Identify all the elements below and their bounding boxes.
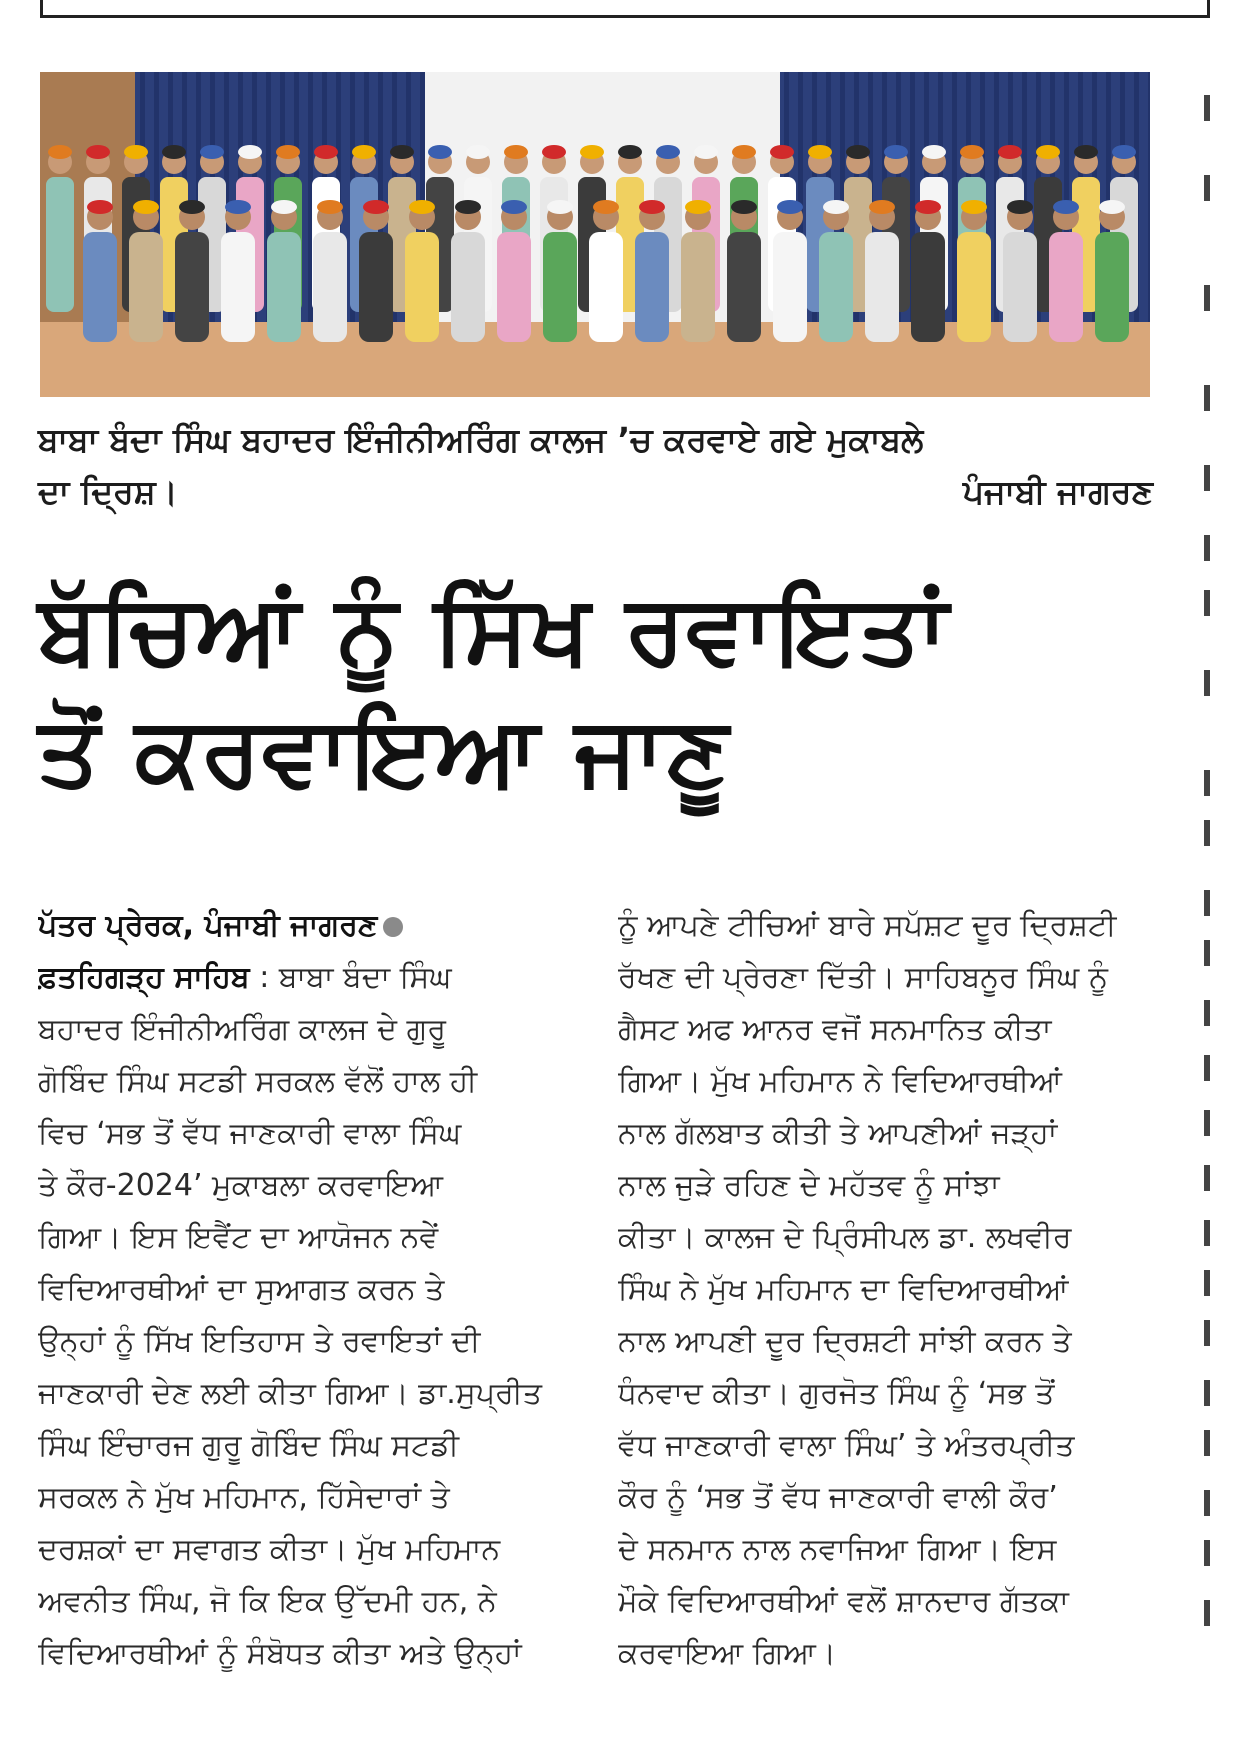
person-figure [359,200,393,342]
person-figure [589,200,623,342]
person-figure [1049,200,1083,342]
left-column-body [38,1004,573,1680]
cutoff-text-mark [1204,1165,1210,1191]
previous-article-border [40,0,1210,18]
person-figure [1003,200,1037,342]
article-text-line: ਗਿਆ। ਇਸ ਇਵੈਂਟ ਦਾ ਆਯੋਜਨ ਨਵੇਂ [38,1220,439,1255]
cutoff-text-mark [1204,1540,1210,1566]
person-figure [451,200,485,342]
article-text-line: ਤੇ ਕੌਰ-2024’ ਮੁਕਾਬਲਾ ਕਰਵਾਇਆ [38,1168,444,1203]
photo-caption [38,414,1153,518]
cutoff-text-mark [1204,890,1210,916]
person-figure [543,200,577,342]
article-text-line: ਧੰਨਵਾਦ ਕੀਤਾ। ਗੁਰਜੋਤ ਸਿੰਘ ਨੂੰ ‘ਸਭ ਤੋਂ [618,1376,1055,1411]
person-figure [911,200,945,342]
cutoff-text-mark [1204,1600,1210,1626]
article-text-line: ਵਿਦਿਆਰਥੀਆਂ ਨੂੰ ਸੰਬੋਧਤ ਕੀਤਾ ਅਤੇ ਉਨ੍ਹਾਂ [38,1636,522,1671]
article-text-line: ਕੀਤਾ। ਕਾਲਜ ਦੇ ਪ੍ਰਿੰਸੀਪਲ ਡਾ. ਲਖਵੀਰ [618,1220,1072,1255]
article-text-line: ਮੌਕੇ ਵਿਦਿਆਰਥੀਆਂ ਵਲੋਂ ਸ਼ਾਨਦਾਰ ਗੱਤਕਾ [618,1584,1069,1619]
person-figure [221,200,255,342]
photo-credit: ਪੰਜਾਬੀ ਜਾਗਰਣ [962,472,1153,511]
article-text-line: ਰੱਖਣ ਦੀ ਪ੍ਰੇਰਣਾ ਦਿੱਤੀ। ਸਾਹਿਬਨੂਰ ਸਿੰਘ ਨੂੰ [618,960,1109,995]
article-text-line: ਸਰਕਲ ਨੇ ਮੁੱਖ ਮਹਿਮਾਨ, ਹਿੱਸੇਦਾਰਾਂ ਤੇ [38,1480,450,1515]
cutoff-text-mark [1204,385,1210,411]
person-figure [635,200,669,342]
byline: ਪੱਤਰ ਪ੍ਰੇਰਕ, ਪੰਜਾਬੀ ਜਾਗਰਣ [38,908,378,943]
article-text-line: ਕਰਵਾਇਆ ਗਿਆ। [618,1636,837,1671]
cutoff-text-mark [1204,535,1210,561]
person-figure [129,200,163,342]
article-text-line: ਵੱਧ ਜਾਣਕਾਰੀ ਵਾਲਾ ਸਿੰਘ’ ਤੇ ਅੰਤਰਪ੍ਰੀਤ [618,1428,1075,1463]
byline-line [38,900,573,952]
bullet-dot-icon [383,917,403,937]
person-figure [267,200,301,342]
article-text-line: ਨਾਲ ਗੱਲਬਾਤ ਕੀਤੀ ਤੇ ਆਪਣੀਆਂ ਜੜ੍ਹਾਂ [618,1116,1058,1151]
person-figure [497,200,531,342]
adjacent-column-edge [1200,80,1240,1700]
article-text-line: ਨਾਲ ਆਪਣੀ ਦੂਰ ਦ੍ਰਿਸ਼ਟੀ ਸਾਂਝੀ ਕਰਨ ਤੇ [618,1324,1072,1359]
headline-line-2: ਤੋਂ ਕਰਵਾਇਆ ਜਾਣੂ [38,695,730,807]
cutoff-text-mark [1204,820,1210,846]
cutoff-text-mark [1204,770,1210,796]
article-text-line: ਗਿਆ। ਮੁੱਖ ਮਹਿਮਾਨ ਨੇ ਵਿਦਿਆਰਥੀਆਂ [618,1064,1062,1099]
article-text-line: ਵਿਦਿਆਰਥੀਆਂ ਦਾ ਸੁਆਗਤ ਕਰਨ ਤੇ [38,1272,445,1307]
article-text-line: ਨੂੰ ਆਪਣੇ ਟੀਚਿਆਂ ਬਾਰੇ ਸਪੱਸ਼ਟ ਦੂਰ ਦ੍ਰਿਸ਼ਟੀ [618,908,1117,943]
caption-line-1: ਬਾਬਾ ਬੰਦਾ ਸਿੰਘ ਬਹਾਦਰ ਇੰਜੀਨੀਅਰਿੰਗ ਕਾਲਜ ’ਚ ਕਰਵਾਏ ਗਏ ਮੁਕਾਬਲੇ [38,420,924,459]
article-headline [38,568,1153,812]
article-text-line: ਸਿੰਘ ਨੇ ਮੁੱਖ ਮਹਿਮਾਨ ਦਾ ਵਿਦਿਆਰਥੀਆਂ [618,1272,1069,1307]
cutoff-text-mark [1204,1430,1210,1456]
cutoff-text-mark [1204,465,1210,491]
person-figure [1095,200,1129,342]
caption-line-2: ਦਾ ਦ੍ਰਿਸ਼। [38,472,178,511]
cutoff-text-mark [1204,95,1210,121]
cutoff-text-mark [1204,1490,1210,1516]
cutoff-text-mark [1204,670,1210,696]
article-text-line: ਜਾਣਕਾਰੀ ਦੇਣ ਲਈ ਕੀਤਾ ਗਿਆ। ਡਾ.ਸੁਪ੍ਰੀਤ [38,1376,543,1411]
article-text-line: ਬਹਾਦਰ ਇੰਜੀਨੀਅਰਿੰਗ ਕਾਲਜ ਦੇ ਗੁਰੂ [38,1012,446,1047]
person-figure [957,200,991,342]
article-text-line: ਕੌਰ ਨੂੰ ‘ਸਭ ਤੋਂ ਵੱਧ ਜਾਣਕਾਰੀ ਵਾਲੀ ਕੌਰ’ [618,1480,1058,1515]
cutoff-text-mark [1204,1055,1210,1081]
article-text-line: ਉਨ੍ਹਾਂ ਨੂੰ ਸਿੱਖ ਇਤਿਹਾਸ ਤੇ ਰਵਾਇਤਾਂ ਦੀ [38,1324,481,1359]
article-text-line: ਅਵਨੀਤ ਸਿੰਘ, ਜੋ ਕਿ ਇਕ ਉੱਦਮੀ ਹਨ, ਨੇ [38,1584,497,1619]
person-figure [681,200,715,342]
person-figure [819,200,853,342]
person-figure [175,200,209,342]
article-text-line: ਸਿੰਘ ਇੰਚਾਰਜ ਗੁਰੂ ਗੋਬਿੰਦ ਸਿੰਘ ਸਟਡੀ [38,1428,460,1463]
article-text-line: ਵਿਚ ‘ਸਭ ਤੋਂ ਵੱਧ ਜਾਣਕਾਰੀ ਵਾਲਾ ਸਿੰਘ [38,1116,462,1151]
cutoff-text-mark [1204,1110,1210,1136]
person-figure [83,200,117,342]
cutoff-text-mark [1204,285,1210,311]
right-column-body [618,900,1153,1680]
cutoff-text-mark [1204,175,1210,201]
person-figure [727,200,761,342]
article-text-start: : ਬਾਬਾ ਬੰਦਾ ਸਿੰਘ [249,960,452,995]
article-text-line: ਦਰਸ਼ਕਾਂ ਦਾ ਸਵਾਗਤ ਕੀਤਾ। ਮੁੱਖ ਮਹਿਮਾਨ [38,1532,501,1567]
person-figure [405,200,439,342]
cutoff-text-mark [1204,1000,1210,1026]
group-photo-illustration [40,72,1150,397]
cutoff-text-mark [1204,590,1210,616]
article-column-right [618,900,1153,1680]
dateline: ਫ਼ਤਹਿਗੜ੍ਹ ਸਾਹਿਬ [38,960,250,995]
headline-line-1: ਬੱਚਿਆਂ ਨੂੰ ਸਿੱਖ ਰਵਾਇਤਾਂ [38,573,949,685]
cutoff-text-mark [1204,1320,1210,1346]
group-photo [40,72,1150,397]
cutoff-text-mark [1204,1270,1210,1296]
cutoff-text-mark [1204,1380,1210,1406]
article-text-line: ਦੇ ਸਨਮਾਨ ਨਾਲ ਨਵਾਜਿਆ ਗਿਆ। ਇਸ [618,1532,1057,1567]
article-text-line: ਗੈਸਟ ਅਫ ਆਨਰ ਵਜੋਂ ਸਨਮਾਨਿਤ ਕੀਤਾ [618,1012,1052,1047]
person-figure [313,200,347,342]
person-figure [865,200,899,342]
dateline-line [38,952,573,1004]
article-text-line: ਗੋਬਿੰਦ ਸਿੰਘ ਸਟਡੀ ਸਰਕਲ ਵੱਲੋਂ ਹਾਲ ਹੀ [38,1064,478,1099]
cutoff-text-mark [1204,1220,1210,1246]
article-column-left [38,900,573,1680]
article-text-line: ਨਾਲ ਜੁੜੇ ਰਹਿਣ ਦੇ ਮਹੱਤਵ ਨੂੰ ਸਾਂਝਾ [618,1168,1000,1203]
person-figure [773,200,807,342]
cutoff-text-mark [1204,940,1210,966]
